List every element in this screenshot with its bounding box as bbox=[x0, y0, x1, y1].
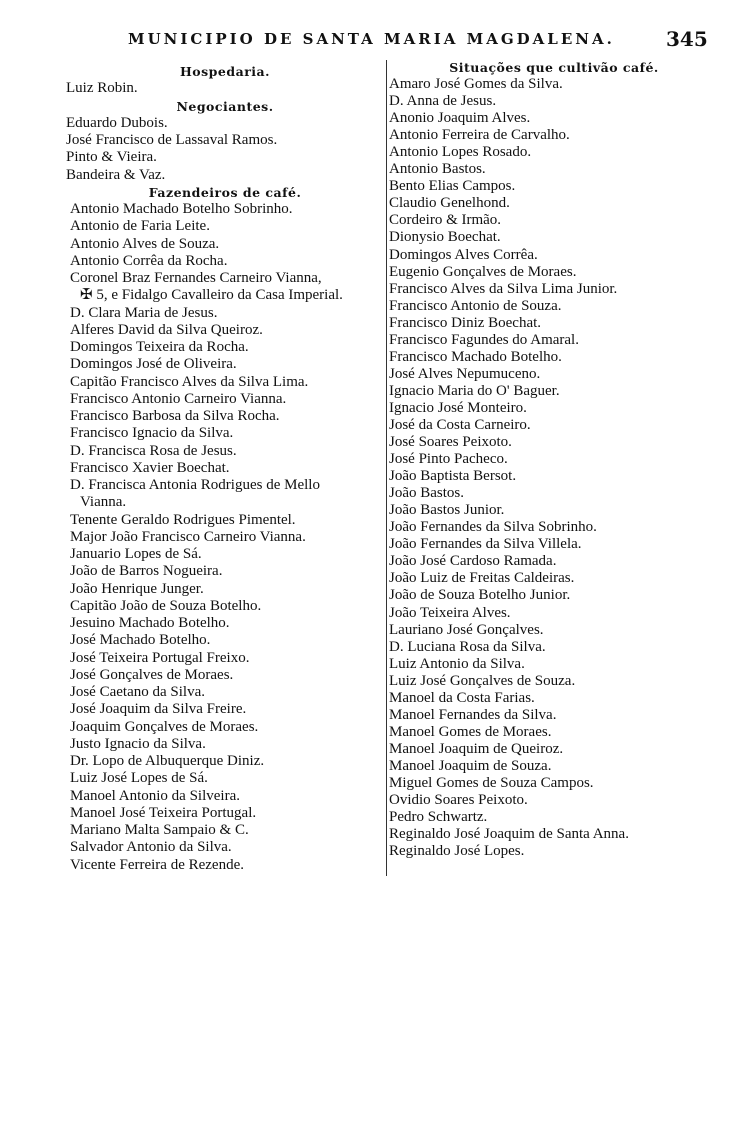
list-item: Januario Lopes de Sá. bbox=[70, 546, 202, 562]
list-item: José Gonçalves de Moraes. bbox=[70, 666, 234, 683]
page-number: 345 bbox=[666, 27, 708, 51]
list-item: Manoel Fernandes da Silva. bbox=[389, 706, 557, 723]
list-item: Ovidio Soares Peixoto. bbox=[389, 792, 528, 809]
list-item: Domingos Alves Corrêa. bbox=[389, 246, 538, 263]
list-item: Mariano Malta Sampaio & C. bbox=[70, 822, 249, 838]
list-item: José Caetano da Silva. bbox=[70, 684, 205, 700]
list-item: Capitão João de Souza Botelho. bbox=[70, 597, 262, 614]
list-item: Miguel Gomes de Souza Campos. bbox=[389, 774, 594, 791]
list-item: José Teixeira Portugal Freixo. bbox=[70, 649, 250, 666]
list-item: D. Luciana Rosa da Silva. bbox=[389, 638, 546, 655]
list-item: Pedro Schwartz. bbox=[389, 809, 488, 826]
section-heading-negociantes: Negociantes. bbox=[176, 98, 274, 114]
list-item: Francisco Ignacio da Silva. bbox=[70, 425, 234, 442]
list-item: Antonio Ferreira de Carvalho. bbox=[389, 127, 570, 144]
list-item: D. Clara Maria de Jesus. bbox=[70, 304, 218, 321]
list-item: Justo Ignacio da Silva. bbox=[70, 735, 206, 752]
situacoes-list bbox=[389, 76, 719, 860]
column-divider bbox=[386, 60, 387, 876]
list-item: Joaquim Gonçalves de Moraes. bbox=[70, 718, 259, 735]
list-item: Manoel da Costa Farias. bbox=[389, 689, 535, 706]
list-item: Francisco Machado Botelho. bbox=[389, 348, 562, 365]
list-item: Antonio Machado Botelho Sobrinho. bbox=[70, 201, 293, 217]
list-item: D. Anna de Jesus. bbox=[389, 93, 497, 110]
list-item: Luiz Antonio da Silva. bbox=[389, 655, 525, 672]
list-item: João Luiz de Freitas Caldeiras. bbox=[389, 570, 575, 587]
list-item: José Joaquim da Silva Freire. bbox=[70, 701, 247, 718]
list-item: Eduardo Dubois. bbox=[66, 114, 168, 131]
list-item: José Machado Botelho. bbox=[70, 632, 211, 649]
list-item: Manoel Joaquim de Queiroz. bbox=[389, 740, 564, 757]
list-item: Alferes David da Silva Queiroz. bbox=[70, 321, 263, 338]
left-column bbox=[66, 63, 384, 874]
list-item: Francisco Antonio de Souza. bbox=[389, 297, 562, 314]
list-item: Jesuino Machado Botelho. bbox=[70, 615, 230, 631]
section-heading-situacoes: Situações que cultivão café. bbox=[449, 60, 659, 75]
section-heading-fazendeiros: Fazendeiros de café. bbox=[148, 184, 302, 200]
list-item: Amaro José Gomes da Silva. bbox=[389, 76, 563, 93]
list-item: Francisco Xavier Boechat. bbox=[70, 459, 230, 476]
list-item: José Soares Peixoto. bbox=[389, 434, 512, 451]
list-item: Claudio Genelhond. bbox=[389, 195, 510, 212]
list-item: Antonio Lopes Rosado. bbox=[389, 144, 532, 161]
list-item: Manoel Joaquim de Souza. bbox=[389, 757, 552, 774]
list-item: João Bastos Junior. bbox=[389, 502, 505, 519]
list-item: João de Souza Botelho Junior. bbox=[389, 587, 571, 604]
list-item: José da Costa Carneiro. bbox=[389, 416, 531, 433]
negociantes-list bbox=[66, 115, 384, 184]
list-item: Manoel José Teixeira Portugal. bbox=[70, 804, 257, 821]
section-heading-hospedaria: Hospedaria. bbox=[179, 64, 270, 79]
list-item: Manoel Gomes de Moraes. bbox=[389, 723, 552, 740]
list-item: Dionysio Boechat. bbox=[389, 229, 501, 246]
list-item: ✠ 5, e Fidalgo Cavalleiro da Casa Imperial. bbox=[80, 287, 343, 304]
list-item: Cordeiro & Irmão. bbox=[389, 212, 502, 229]
list-item: José Pinto Pacheco. bbox=[389, 451, 508, 468]
list-item: Luiz Robin. bbox=[66, 80, 138, 97]
list-item: José Alves Nepumuceno. bbox=[389, 365, 541, 382]
list-item: Antonio Alves de Souza. bbox=[70, 235, 220, 252]
list-item: Vicente Ferreira de Rezende. bbox=[70, 856, 245, 873]
list-item: Bandeira & Vaz. bbox=[66, 166, 166, 183]
list-item: Antonio de Faria Leite. bbox=[70, 218, 210, 235]
list-item: Lauriano José Gonçalves. bbox=[389, 621, 544, 638]
list-item: João Bastos. bbox=[389, 485, 464, 502]
list-item: Francisco Antonio Carneiro Vianna. bbox=[70, 390, 287, 407]
list-item: Dr. Lopo de Albuquerque Diniz. bbox=[70, 753, 265, 769]
list-item: João de Barros Nogueira. bbox=[70, 563, 223, 580]
list-item: João Baptista Bersot. bbox=[389, 468, 517, 485]
list-item: Anonio Joaquim Alves. bbox=[389, 110, 531, 127]
list-item: Antonio Bastos. bbox=[389, 161, 486, 178]
list-item: João José Cardoso Ramada. bbox=[389, 553, 557, 570]
list-item: D. Francisca Rosa de Jesus. bbox=[70, 442, 237, 459]
list-item: José Francisco de Lassaval Ramos. bbox=[66, 132, 278, 148]
fazendeiros-list bbox=[66, 201, 384, 874]
list-item: Major João Francisco Carneiro Vianna. bbox=[70, 528, 306, 545]
list-item: Tenente Geraldo Rodrigues Pimentel. bbox=[70, 511, 296, 528]
list-item: João Teixeira Alves. bbox=[389, 604, 511, 621]
list-item: Reginaldo José Lopes. bbox=[389, 843, 525, 860]
list-item: Antonio Corrêa da Rocha. bbox=[70, 252, 228, 269]
list-item: Domingos José de Oliveira. bbox=[70, 356, 237, 373]
list-item: João Fernandes da Silva Sobrinho. bbox=[389, 519, 597, 536]
list-item: D. Francisca Antonia Rodrigues de Mello bbox=[70, 477, 320, 493]
list-item: Bento Elias Campos. bbox=[389, 178, 516, 195]
list-item: Capitão Francisco Alves da Silva Lima. bbox=[70, 373, 309, 390]
list-item: Manoel Antonio da Silveira. bbox=[70, 787, 240, 804]
list-item: Vianna. bbox=[80, 494, 127, 511]
list-item: Eugenio Gonçalves de Moraes. bbox=[389, 263, 577, 280]
list-item: Luiz José Lopes de Sá. bbox=[70, 770, 208, 787]
list-item: Domingos Teixeira da Rocha. bbox=[70, 339, 249, 355]
right-column bbox=[389, 59, 719, 860]
list-item: Salvador Antonio da Silva. bbox=[70, 839, 232, 856]
list-item: João Fernandes da Silva Villela. bbox=[389, 536, 582, 553]
hospedaria-list bbox=[66, 80, 384, 97]
list-item: Francisco Barbosa da Silva Rocha. bbox=[70, 408, 280, 424]
list-item: Coronel Braz Fernandes Carneiro Vianna, bbox=[70, 270, 322, 286]
list-item: Francisco Diniz Boechat. bbox=[389, 314, 542, 331]
page-title: MUNICIPIO DE SANTA MARIA MAGDALENA. bbox=[128, 30, 615, 48]
list-item: Francisco Alves da Silva Lima Junior. bbox=[389, 280, 618, 297]
list-item: Ignacio José Monteiro. bbox=[389, 399, 527, 416]
list-item: Luiz José Gonçalves de Souza. bbox=[389, 672, 576, 689]
list-item: Reginaldo José Joaquim de Santa Anna. bbox=[389, 826, 629, 843]
list-item: Pinto & Vieira. bbox=[66, 149, 157, 166]
list-item: João Henrique Junger. bbox=[70, 580, 204, 597]
list-item: Francisco Fagundes do Amaral. bbox=[389, 331, 579, 348]
list-item: Ignacio Maria do O' Baguer. bbox=[389, 382, 560, 399]
